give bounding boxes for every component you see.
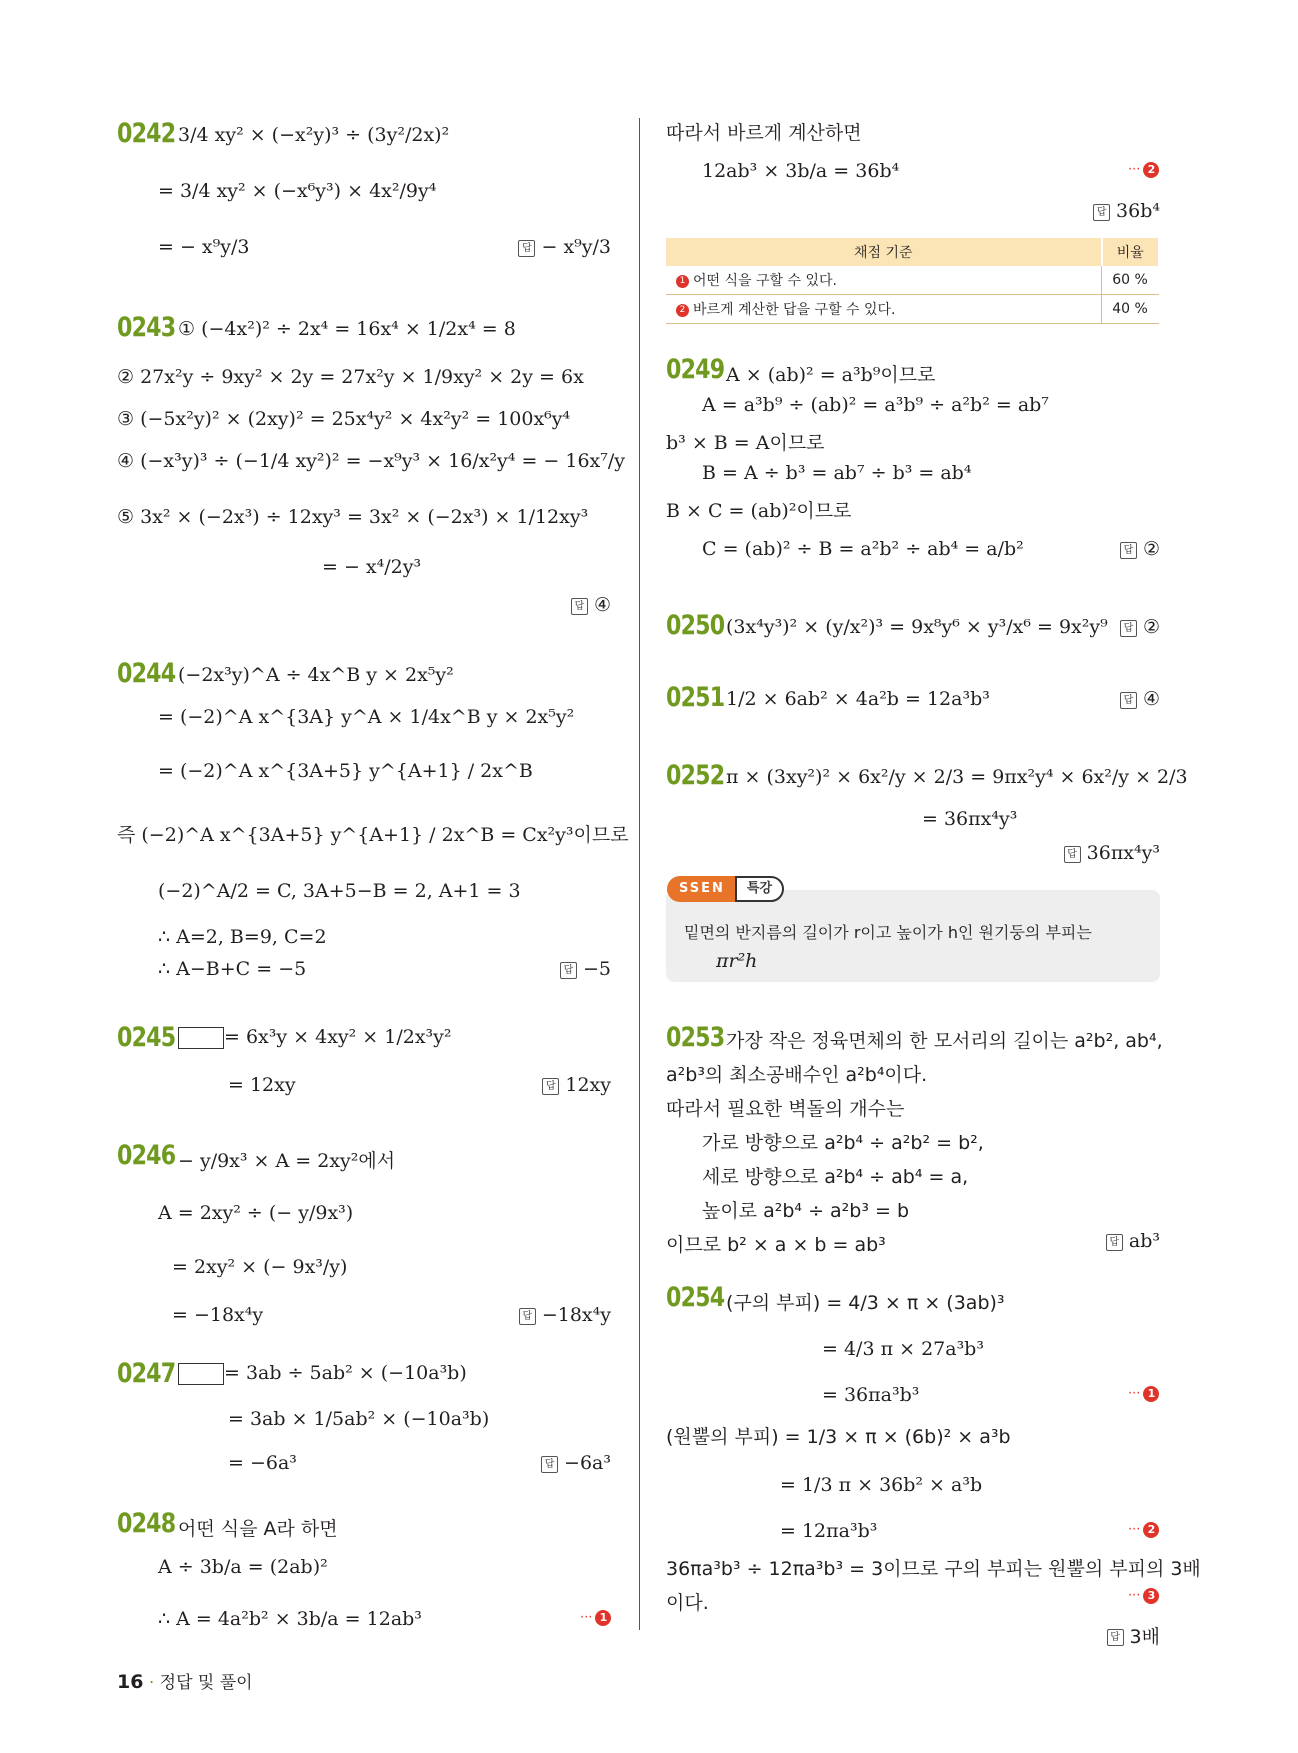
- math-line: = 3/4 xy² × (−x⁶y³) × 4x²/9y⁴: [158, 180, 437, 202]
- problem-number: 0244: [117, 658, 176, 689]
- math-line: 이므로 b² × a × b = ab³: [666, 1234, 886, 1256]
- math-line: A × (ab)² = a³b⁹이므로: [726, 364, 936, 386]
- answer-mark: 답: [518, 240, 535, 257]
- answer: 답 3배: [1107, 1622, 1160, 1649]
- problem-number: 0247: [117, 1358, 176, 1389]
- math-line: A = 2xy² ÷ (− y/9x³): [158, 1202, 354, 1224]
- score-header: 채점 기준: [666, 238, 1102, 266]
- answer: 답 ④: [571, 594, 611, 616]
- problem-number: 0246: [117, 1140, 176, 1171]
- math-line: 따라서 필요한 벽돌의 개수는: [666, 1098, 905, 1120]
- page-footer: 16 · 정답 및 풀이: [117, 1671, 253, 1693]
- math-line: 따라서 바르게 계산하면: [666, 122, 862, 144]
- math-line: 높이로 a²b⁴ ÷ a²b³ = b: [702, 1200, 910, 1222]
- math-line: ① (−4x²)² ÷ 2x⁴ = 16x⁴ × 1/2x⁴ = 8: [178, 318, 516, 340]
- math-line: = − x⁹y/3: [158, 236, 250, 258]
- answer: 답 −18x⁴y: [519, 1304, 611, 1326]
- problem-number: 0242: [117, 118, 176, 149]
- step-marker: ··· 1: [1128, 1386, 1159, 1402]
- math-line: = 1/3 π × 36b² × a³b: [780, 1474, 983, 1496]
- footer-label: 정답 및 풀이: [159, 1673, 253, 1693]
- tip-text: 밑면의 반지름의 길이가 r이고 높이가 h인 원기둥의 부피는: [684, 923, 1092, 942]
- math-line: B = A ÷ b³ = ab⁷ ÷ b³ = ab⁴: [702, 462, 972, 484]
- problem-number: 0252: [666, 760, 725, 791]
- math-line: (−2x³y)^A ÷ 4x^B y × 2x⁵y²: [178, 664, 454, 686]
- math-line: ∴ A−B+C = −5: [158, 958, 307, 980]
- math-line: b³ × B = A이므로: [666, 432, 825, 454]
- problem-number: 0251: [666, 682, 725, 713]
- math-line: (−2)^A/2 = C, 3A+5−B = 2, A+1 = 3: [158, 880, 521, 902]
- math-line: 이다.: [666, 1592, 709, 1614]
- math-line: ∴ A = 4a²b² × 3b/a = 12ab³: [158, 1608, 422, 1630]
- answer: 답 12xy: [542, 1074, 611, 1096]
- answer: 답 ②: [1120, 538, 1160, 560]
- math-line: 12ab³ × 3b/a = 36b⁴: [702, 160, 900, 182]
- math-line: C = (ab)² ÷ B = a²b² ÷ ab⁴ = a/b²: [702, 538, 1024, 560]
- math-line: ③ (−5x²y)² × (2xy)² = 25x⁴y² × 4x²y² = 100x⁶y⁴: [117, 408, 571, 430]
- math-line: B × C = (ab)²이므로: [666, 500, 852, 522]
- math-line: = − x⁴/2y³: [322, 556, 422, 578]
- math-line: 36πa³b³ ÷ 12πa³b³ = 3이므로 구의 부피는 원뿔의 부피의 3배: [666, 1558, 1201, 1580]
- problem-number: 0245: [117, 1022, 176, 1053]
- scoring-table: [666, 238, 1160, 324]
- column-divider: [639, 118, 640, 1630]
- answer: 답 36πx⁴y³: [1064, 842, 1160, 864]
- problem-number: 0254: [666, 1282, 725, 1313]
- answer: 답 −6a³: [541, 1452, 611, 1474]
- problem-number: 0243: [117, 312, 176, 343]
- math-line: 세로 방향으로 a²b⁴ ÷ ab⁴ = a,: [702, 1166, 969, 1188]
- math-line: 가로 방향으로 a²b⁴ ÷ a²b² = b²,: [702, 1132, 984, 1154]
- math-line: (원뿔의 부피) = 1/3 × π × (6b)² × a³b: [666, 1426, 1011, 1448]
- math-line: = −18x⁴y: [172, 1304, 264, 1326]
- math-line: 어떤 식을 A라 하면: [178, 1518, 338, 1540]
- answer: 답 ④: [1120, 688, 1160, 710]
- problem-number: 0253: [666, 1022, 725, 1053]
- problem-number: 0248: [117, 1508, 176, 1539]
- math-line: ⑤ 3x² × (−2x³) ÷ 12xy³ = 3x² × (−2x³) × 1/12xy³: [117, 506, 589, 528]
- step-marker: ··· 1: [580, 1610, 611, 1626]
- page-number: 16: [117, 1671, 144, 1693]
- blank-box: [178, 1363, 224, 1385]
- table-row: 1 어떤 식을 구할 수 있다. 60 %: [666, 266, 1159, 295]
- answer: 답 ②: [1120, 616, 1160, 638]
- math-line: A = a³b⁹ ÷ (ab)² = a³b⁹ ÷ a²b² = ab⁷: [702, 394, 1049, 416]
- step-marker: ··· 2: [1128, 1522, 1159, 1538]
- problem-number: 0250: [666, 610, 725, 641]
- blank-box: [178, 1027, 224, 1049]
- math-line: 1/2 × 6ab² × 4a²b = 12a³b³: [726, 688, 990, 710]
- math-line: (구의 부피) = 4/3 × π × (3ab)³: [726, 1292, 1005, 1314]
- math-line: = (−2)^A x^{3A} y^A × 1/4x^B y × 2x⁵y²: [158, 706, 575, 728]
- score-header: 비율: [1102, 238, 1160, 266]
- math-line: ∴ A=2, B=9, C=2: [158, 926, 327, 948]
- tip-badge: SSEN 특강: [667, 876, 784, 906]
- math-line: 3/4 xy² × (−x²y)³ ÷ (3y²/2x)²: [178, 124, 450, 146]
- math-line: = −6a³: [228, 1452, 297, 1474]
- math-line: = 4/3 π × 27a³b³: [822, 1338, 984, 1360]
- answer: 답 − x⁹y/3: [518, 236, 611, 258]
- math-line: π × (3xy²)² × 6x²/y × 2/3 = 9πx²y⁴ × 6x²/y × 2/3: [726, 766, 1188, 788]
- step-marker: ··· 2: [1128, 162, 1159, 178]
- answer: 답 36b⁴: [1093, 200, 1160, 222]
- math-line: ④ (−x³y)³ ÷ (−1/4 xy²)² = −x⁹y³ × 16/x²y⁴ = − 16x⁷/y: [117, 450, 626, 472]
- math-line: = 3ab ÷ 5ab² × (−10a³b): [178, 1362, 467, 1385]
- math-line: 가장 작은 정육면체의 한 모서리의 길이는 a²b², ab⁴,: [726, 1030, 1163, 1052]
- table-row: 2 바르게 계산한 답을 구할 수 있다. 40 %: [666, 295, 1159, 324]
- problem-number: 0249: [666, 354, 725, 385]
- math-line: − y/9x³ × A = 2xy²에서: [178, 1150, 396, 1172]
- math-line: = 6x³y × 4xy² × 1/2x³y²: [178, 1026, 452, 1049]
- math-line: 즉 (−2)^A x^{3A+5} y^{A+1} / 2x^B = Cx²y³이므로: [117, 824, 629, 846]
- math-line: = (−2)^A x^{3A+5} y^{A+1} / 2x^B: [158, 760, 533, 782]
- math-line: a²b³의 최소공배수인 a²b⁴이다.: [666, 1064, 928, 1086]
- math-line: = 36πa³b³: [822, 1384, 920, 1406]
- answer: 답 −5: [560, 958, 611, 980]
- math-line: = 12πa³b³: [780, 1520, 878, 1542]
- step-marker: ··· 3: [1128, 1588, 1159, 1604]
- math-line: (3x⁴y³)² × (y/x²)³ = 9x⁸y⁶ × y³/x⁶ = 9x²y⁹: [726, 616, 1108, 638]
- math-line: A ÷ 3b/a = (2ab)²: [158, 1556, 328, 1578]
- math-line: = 12xy: [228, 1074, 296, 1096]
- answer: 답 ab³: [1106, 1230, 1160, 1252]
- math-line: = 36πx⁴y³: [922, 808, 1018, 830]
- math-line: = 2xy² × (− 9x³/y): [172, 1256, 348, 1278]
- math-line: = 3ab × 1/5ab² × (−10a³b): [228, 1408, 490, 1430]
- math-line: ② 27x²y ÷ 9xy² × 2y = 27x²y × 1/9xy² × 2y = 6x: [117, 366, 584, 388]
- tip-formula: πr²h: [716, 950, 758, 972]
